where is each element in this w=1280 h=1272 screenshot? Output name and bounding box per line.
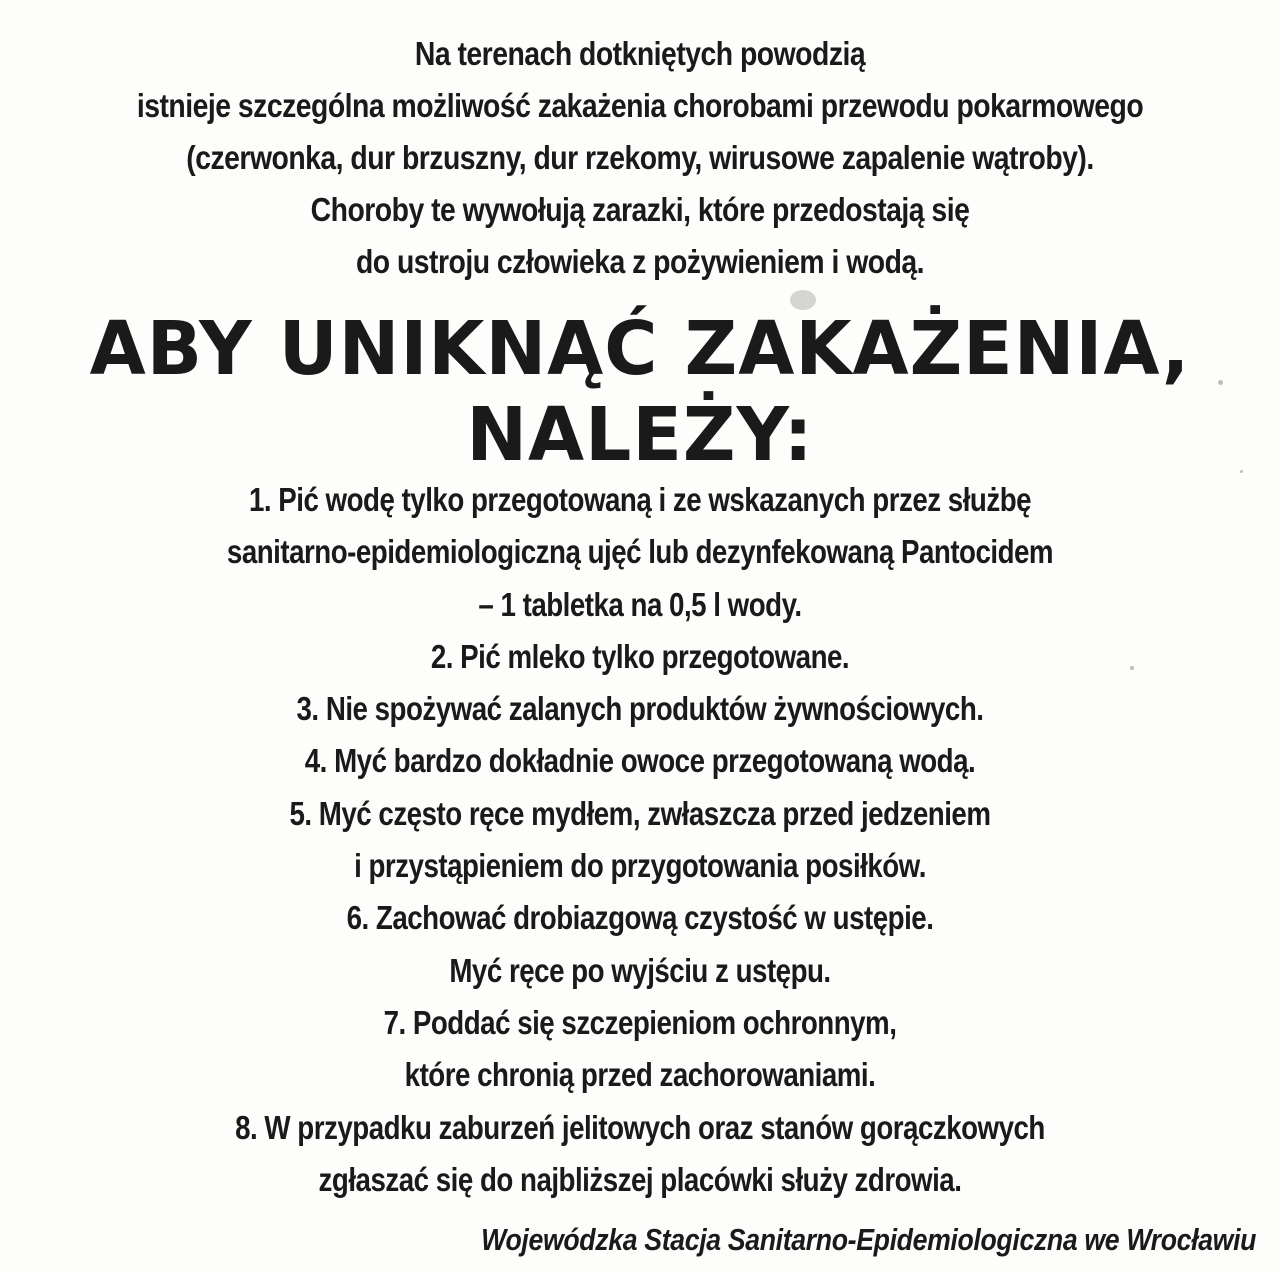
rule-line: sanitarno-epidemiologiczną ujęć lub dezynfekowaną Pantocidem bbox=[226, 533, 1054, 571]
intro-paragraph bbox=[0, 28, 1280, 288]
intro-line: istnieje szczególna możliwość zakażenia chorobami przewodu pokarmowego bbox=[136, 87, 1144, 124]
rule-line: 4. Myć bardzo dokładnie owoce przegotowaną wodą. bbox=[304, 742, 976, 780]
rule-line: 3. Nie spożywać zalanych produktów żywnościowych. bbox=[296, 690, 984, 728]
rule-line: 2. Pić mleko tylko przegotowane. bbox=[430, 637, 850, 675]
scan-speck bbox=[1240, 470, 1243, 473]
rule-line: 8. W przypadku zaburzeń jelitowych oraz stanów gorączkowych bbox=[235, 1108, 1045, 1146]
scan-speck bbox=[1218, 380, 1223, 385]
intro-line: Na terenach dotkniętych powodzią bbox=[414, 35, 866, 72]
rule-line: 7. Poddać się szczepieniom ochronnym, bbox=[383, 1003, 897, 1041]
rule-line: zgłaszać się do najbliższej placówki służy zdrowia. bbox=[318, 1160, 962, 1198]
rule-line: – 1 tabletka na 0,5 l wody. bbox=[478, 585, 802, 623]
intro-line: Choroby te wywołują zarazki, które przedostają się bbox=[310, 191, 970, 228]
heading-line: NALEŻY: bbox=[466, 392, 814, 478]
rule-line: 6. Zachować drobiazgową czystość w ustępie. bbox=[346, 899, 934, 937]
rule-line: które chronią przed zachorowaniami. bbox=[404, 1056, 876, 1094]
heading-line: ABY UNIKNĄĆ ZAKAŻENIA, bbox=[89, 306, 1191, 392]
intro-line: do ustroju człowieka z pożywieniem i wodą. bbox=[355, 243, 925, 280]
main-heading bbox=[0, 306, 1280, 478]
issuer-signature: Wojewódzka Stacja Sanitarno-Epidemiologiczna we Wrocławiu bbox=[481, 1222, 1256, 1257]
scan-speck bbox=[790, 290, 816, 310]
rule-line: 1. Pić wodę tylko przegotowaną i ze wskazanych przez służbę bbox=[248, 481, 1032, 518]
rule-line: i przystąpieniem do przygotowania posiłków. bbox=[354, 847, 926, 885]
scan-speck bbox=[1130, 666, 1134, 670]
rule-line: 5. Myć często ręce mydłem, zwłaszcza przed jedzeniem bbox=[289, 794, 991, 832]
rule-line: Myć ręce po wyjściu z ustępu. bbox=[449, 951, 831, 989]
rules-list bbox=[0, 474, 1280, 1206]
intro-line: (czerwonka, dur brzuszny, dur rzekomy, wirusowe zapalenie wątroby). bbox=[186, 139, 1094, 176]
